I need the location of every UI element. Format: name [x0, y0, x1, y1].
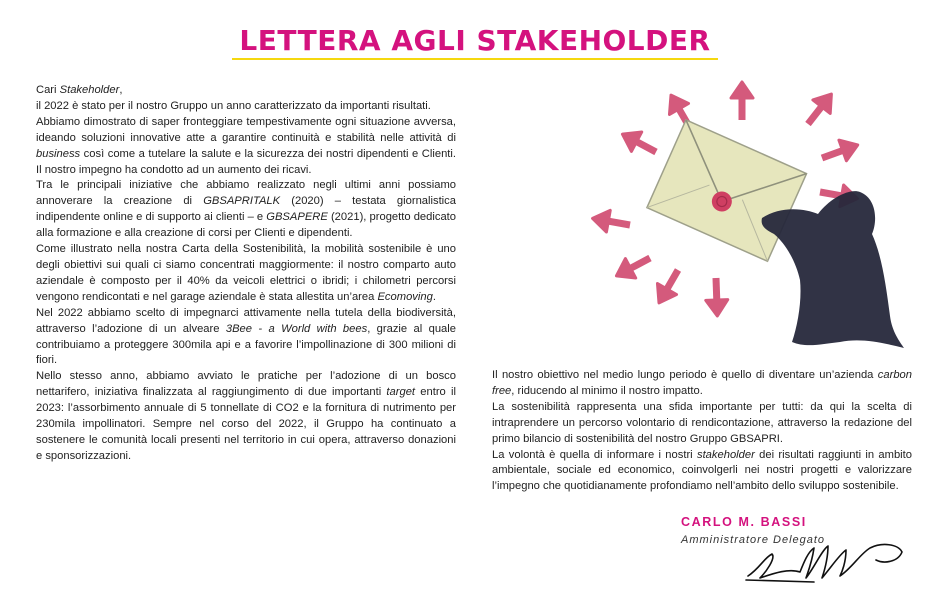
text-segment: , riducendo al minimo il nostro impatto. — [511, 384, 703, 397]
italic-term: 3Bee - a World with bees — [225, 322, 368, 335]
letter-paragraph — [36, 242, 456, 306]
text-segment: Nel 2022 abbiamo scelto di impegnarci attivamente nella tutela della biodiversità, attraverso l’adozione di un alveare — [36, 306, 456, 335]
arrow-icon — [799, 87, 840, 130]
letter-paragraph — [36, 83, 456, 99]
arrow-icon — [705, 278, 728, 317]
italic-term: stakeholder — [696, 448, 755, 461]
italic-term: GBSAPERE — [266, 211, 328, 224]
text-segment: Abbiamo dimostrato di saper fronteggiare tempestivamente ogni situazione avversa, ideando soluzioni innovative atte a garantire continuità e stabilità nelle attività di — [36, 115, 456, 144]
arrow-icon — [611, 248, 655, 285]
signatory-role: Amministratore Delegato — [681, 534, 826, 546]
letter-paragraph — [36, 178, 456, 242]
text-segment: così come a tutelare la salute e la sicurezza dei nostri dipendenti e Clienti. Il nostro impegno ha condotto ad un aumento dei ricavi. — [36, 147, 456, 176]
text-segment: il 2022 è stato per il nostro Gruppo un anno caratterizzato da importanti risultati. — [36, 99, 431, 112]
text-segment: . — [432, 290, 436, 303]
page-title: LETTERA AGLI STAKEHOLDER — [239, 24, 711, 57]
text-segment: Come illustrato nella nostra Carta della Sostenibilità, la mobilità sostenibile è uno degli obiettivi sui quali ci siamo concentrati maggiormente: il nostro comparto auto aziendale è composto per il 40% da veicoli elettrici o ibridi; i chilometri percorsi vengono rendicontati e nel garage aziendale è stata allestita un’area — [36, 243, 456, 303]
text-segment: Cari — [36, 84, 60, 96]
text-segment: Il nostro obiettivo nel medio lungo periodo è quello di diventare un’azienda — [492, 369, 878, 381]
arrow-icon — [649, 265, 687, 309]
letter-paragraph — [492, 400, 912, 448]
letter-left-column — [36, 83, 456, 465]
text-segment: dei risultati raggiunti in ambito ambientale, sociale ed economico, coinvolgerli nei nostri progetti e valorizzare l’impegno che quotidianamente profondiamo nell’ambito dello sviluppo sostenibile. — [492, 448, 912, 493]
letter-paragraph — [36, 115, 456, 179]
arrow-icon — [591, 208, 632, 236]
italic-term: carbon free — [492, 369, 912, 397]
italic-term: Stakeholder — [59, 84, 120, 96]
italic-term: GBSAPRITALK — [203, 195, 281, 208]
title-underline — [232, 58, 718, 60]
letter-paragraph — [36, 306, 456, 370]
letter-right-column — [492, 368, 912, 495]
letter-paragraph — [492, 448, 912, 496]
text-segment: La sostenibilità rappresenta una sfida importante per tutti: da qui la scelta di intraprendere un percorso volontario di rendicontazione, attraverso la redazione del primo bilancio di sostenibilità del nostro Gruppo GBSAPRI. — [492, 400, 912, 445]
envelope-illustration — [560, 80, 920, 350]
text-segment: , — [119, 84, 123, 96]
arrow-icon — [731, 82, 753, 120]
text-segment: (2021), progetto dedicato alla formazione e alla creazione di corsi per Clienti e dipendenti. — [36, 211, 456, 240]
letter-paragraph — [36, 99, 456, 115]
italic-term: target — [386, 386, 416, 399]
text-segment: (2020) – testata giornalistica indipendente online e di supporto ai clienti – e — [36, 195, 456, 224]
italic-term: business — [36, 147, 81, 160]
arrow-icon — [617, 124, 661, 161]
text-segment: Tra le principali iniziative che abbiamo realizzato negli ultimi anni possiamo annoverare la creazione di — [36, 179, 456, 208]
text-segment: La volontà è quella di informare i nostri — [492, 448, 697, 461]
italic-term: Ecomoving — [377, 290, 433, 303]
text-segment: entro il 2023: l’assorbimento annuale di 5 tonnellate di CO2 e la fornitura di nutrimento per 230mila impollinatori. Sempre nel corso del 2022, il Gruppo ha continuato a sostenere le comunità locali presenti nel territorio in cui opera, attraverso donazioni e sponsorizzazioni. — [36, 386, 456, 462]
arrow-icon — [818, 135, 861, 169]
letter-paragraph — [36, 369, 456, 464]
text-segment: , grazie al quale contribuiamo a proteggere 300mila api e a favorire l’impollinazione di 300 milioni di fiori. — [36, 322, 456, 367]
handwritten-signature-icon — [742, 528, 907, 584]
letter-paragraph — [492, 368, 912, 400]
signatory-name: CARLO M. BASSI — [681, 515, 807, 529]
figure-silhouette — [762, 191, 904, 348]
text-segment: Nello stesso anno, abbiamo avviato le pratiche per l’adozione di un bosco nettarifero, iniziativa finalizzata al raggiungimento di due importanti — [36, 370, 456, 399]
